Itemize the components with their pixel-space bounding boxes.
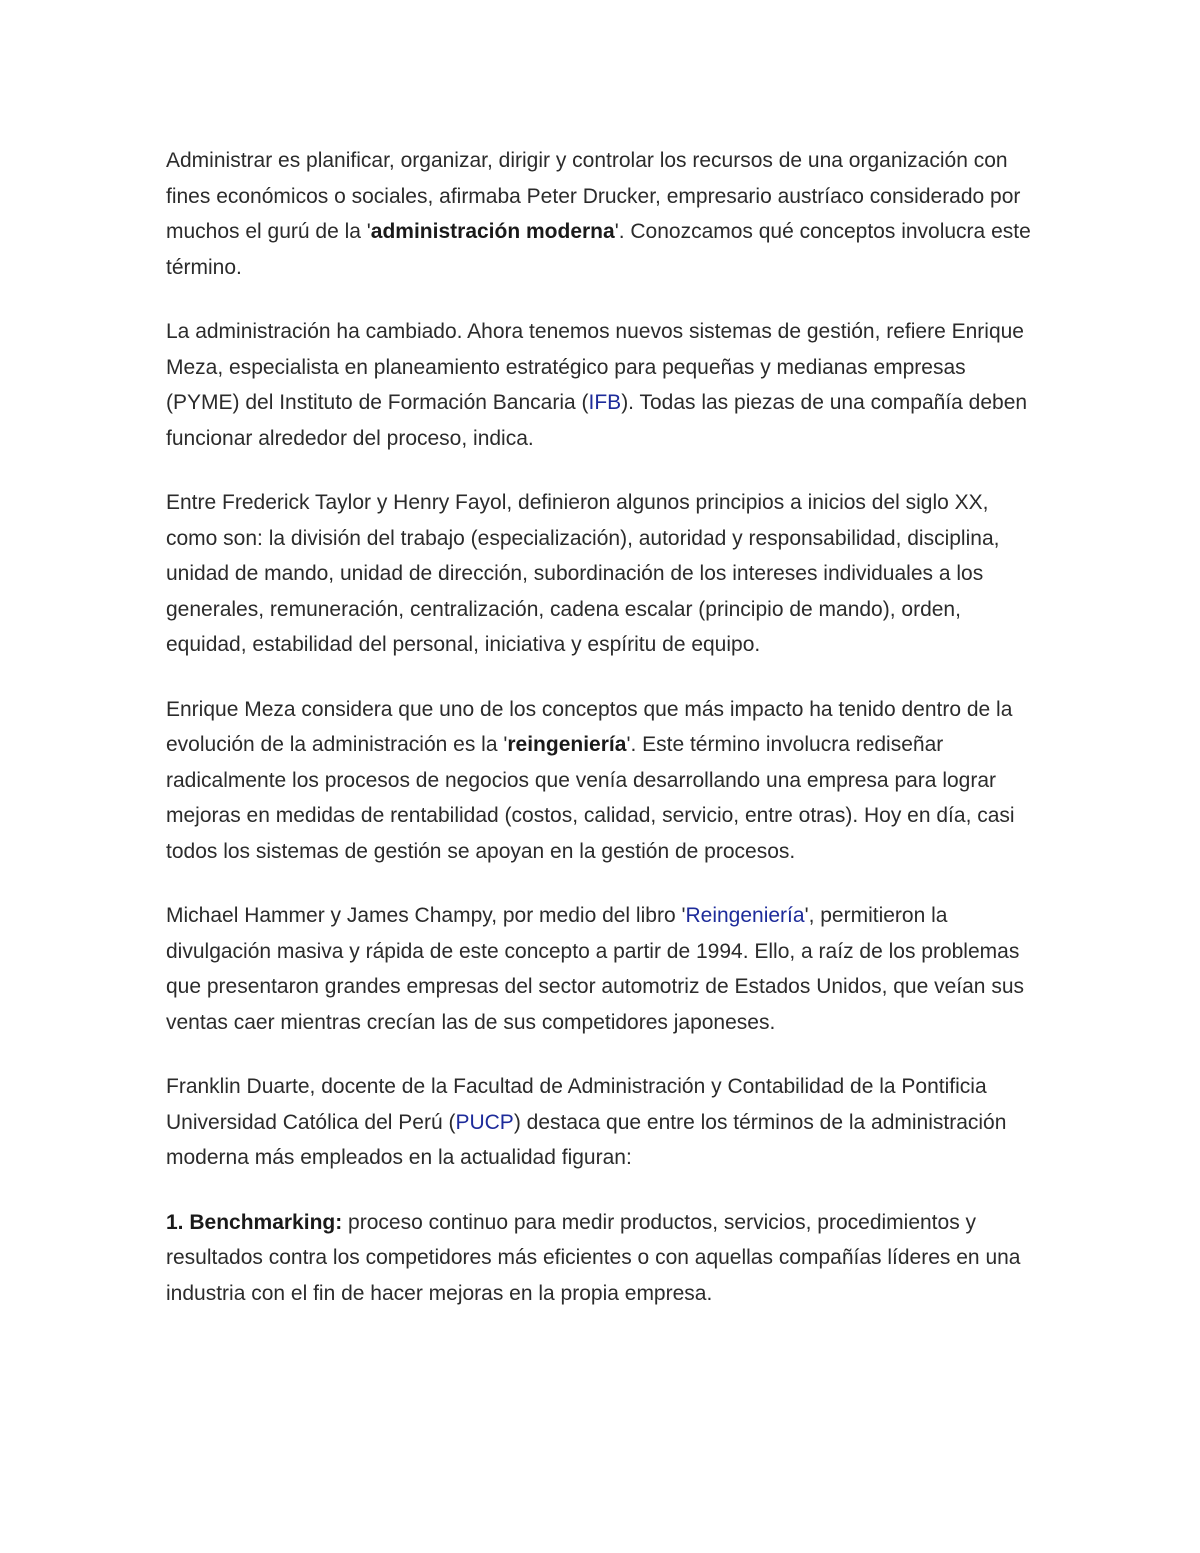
- paragraph-benchmarking: [166, 1205, 1041, 1312]
- text-segment: Franklin Duarte, docente de la Facultad de Administración y Contabilidad de la Pontificia Universidad Católica del Perú (: [166, 1075, 987, 1134]
- text-segment: La administración ha cambiado. Ahora tenemos nuevos sistemas de gestión, refiere Enrique Meza, especialista en planeamiento estratégico para pequeñas y medianas empresas (PYME) del Instituto de Formación Bancaria (: [166, 320, 1024, 414]
- text-segment: '. Conozcamos qué conceptos involucra este término.: [166, 220, 1031, 279]
- bold-term-administracion-moderna: administración moderna: [370, 220, 615, 243]
- text-segment: ) destaca que entre los términos de la administración moderna más empleados en la actualidad figuran:: [166, 1110, 1007, 1169]
- paragraph-principios: [166, 485, 1041, 663]
- text-segment: proceso continuo para medir productos, servicios, procedimientos y resultados contra los competidores más eficientes o con aquellas compañías líderes en una industria con el fin de hacer mejoras en la propia empresa.: [166, 1210, 1021, 1305]
- text-segment: ). Todas las piezas de una compañía deben funcionar alrededor del proceso, indica.: [166, 391, 1028, 450]
- text-segment: Entre Frederick Taylor y Henry Fayol, definieron algunos principios a inicios del siglo XX, como son: la división del trabajo (especialización), autoridad y responsabilidad, disciplina, unidad de mando, unidad de dirección, subordinación de los intereses individuales a los generales, remuneración, centralización, cadena escalar (principio de mando), orden, equidad, estabilidad del personal, iniciativa y espíritu de equipo.: [166, 491, 1000, 656]
- link-pucp[interactable]: PUCP: [455, 1110, 514, 1134]
- link-reingenieria-book[interactable]: Reingeniería: [685, 904, 805, 927]
- text-segment: Administrar es planificar, organizar, dirigir y controlar los recursos de una organización con fines económicos o sociales, afirmaba Peter Drucker, empresario austríaco considerado por muchos el gurú de la ': [166, 149, 1021, 243]
- paragraph-gestion: [166, 314, 1041, 456]
- paragraph-hammer-champy: [166, 898, 1041, 1040]
- paragraph-reingenieria: [166, 692, 1041, 870]
- paragraph-duarte: [166, 1069, 1041, 1176]
- text-segment: Enrique Meza considera que uno de los conceptos que más impacto ha tenido dentro de la evolución de la administración es la ': [166, 697, 1013, 756]
- text-segment: Michael Hammer y James Champy, por medio del libro ': [166, 904, 686, 927]
- paragraph-intro: [166, 143, 1041, 285]
- text-segment: ', permitieron la divulgación masiva y rápida de este concepto a partir de 1994. Ello, a raíz de los problemas que presentaron grandes empresas del sector automotriz de Estados Unidos, que veían sus ventas caer mientras crecían las de sus competidores japoneses.: [166, 904, 1024, 1034]
- document-body: [166, 143, 1041, 1311]
- bold-term-benchmarking: 1. Benchmarking:: [166, 1210, 343, 1234]
- bold-term-reingenieria: reingeniería: [507, 733, 627, 756]
- link-ifb[interactable]: IFB: [588, 391, 622, 414]
- text-segment: '. Este término involucra rediseñar radicalmente los procesos de negocios que venía desarrollando una empresa para lograr mejoras en medidas de rentabilidad (costos, calidad, servicio, entre otras). Hoy en día, casi todos los sistemas de gestión se apoyan en la gestión de procesos.: [166, 733, 1015, 863]
